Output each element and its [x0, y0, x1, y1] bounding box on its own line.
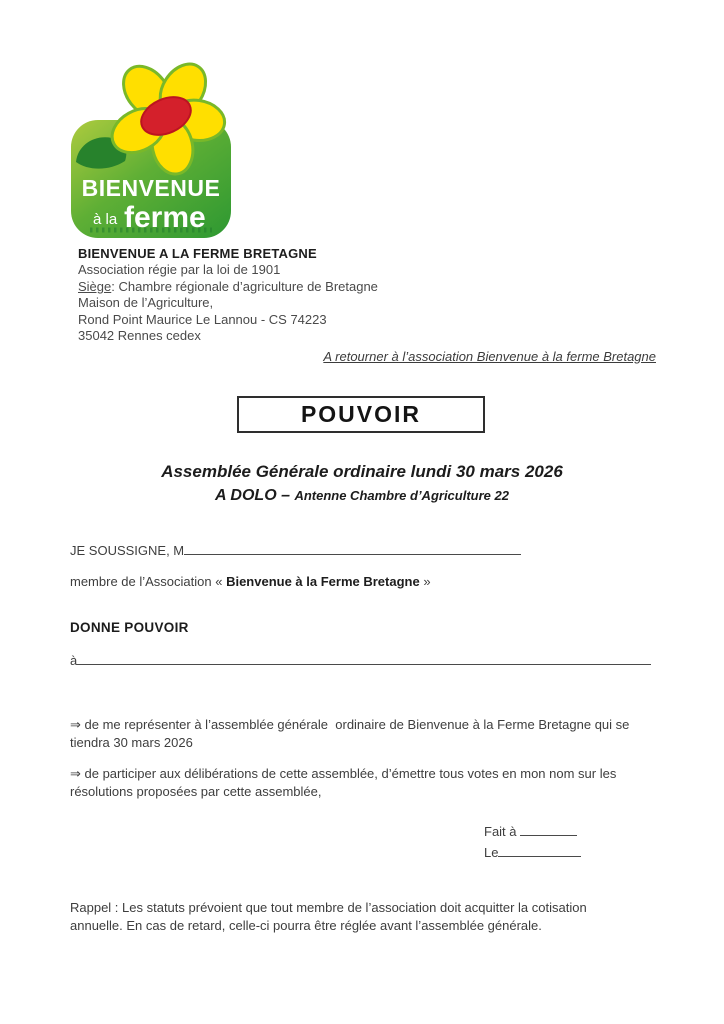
return-instruction: A retourner à l’association Bienvenue à la ferme Bretagne	[323, 349, 656, 364]
proxy-name-blank-field	[77, 651, 651, 665]
member-name-blank-field	[184, 541, 521, 555]
org-association-line: Association régie par la loi de 1901	[78, 262, 281, 278]
bullet-participate	[70, 765, 672, 800]
soussigne-line	[70, 541, 521, 558]
bullet-participate-line2: résolutions proposées par cette assemblée,	[70, 783, 322, 799]
org-siege-line	[78, 279, 378, 295]
logo-wordmark-line2-big: ferme	[124, 201, 206, 234]
org-address-line3: 35042 Rennes cedex	[78, 328, 201, 344]
donne-pouvoir-heading: DONNE POUVOIR	[70, 620, 189, 635]
bienvenue-a-la-ferme-logo	[62, 58, 238, 248]
meeting-location-main: A DOLO –	[215, 487, 295, 504]
title-box	[237, 396, 485, 433]
org-address-block	[78, 246, 378, 344]
org-address-line2: Rond Point Maurice Le Lannou - CS 74223	[78, 311, 327, 327]
meeting-location	[0, 487, 724, 505]
membre-line	[70, 574, 431, 589]
meeting-title: Assemblée Générale ordinaire lundi 30 mars 2026	[161, 462, 563, 481]
le-label: Le	[484, 845, 499, 860]
date-blank-field	[498, 843, 581, 857]
bullet-participate-line1: ⇒ de participer aux délibérations de cette assemblée, d’émettre tous votes en mon nom sur les	[70, 766, 617, 781]
logo-wordmark-line2-small: à la	[93, 211, 118, 228]
bullet-represent-line2: tiendra 30 mars 2026	[70, 734, 193, 750]
siege-label: Siège	[78, 278, 112, 294]
proxy-name-line	[70, 651, 651, 668]
membre-prefix: membre de l’Association «	[70, 574, 227, 589]
document-title: POUVOIR	[300, 401, 422, 427]
signature-block	[484, 821, 581, 863]
membre-suffix: »	[419, 574, 431, 589]
org-name: BIENVENUE A LA FERME BRETAGNE	[78, 246, 317, 261]
footer-reminder	[70, 899, 678, 934]
fait-a-line	[484, 821, 581, 842]
bullet-represent-line1: ⇒ de me représenter à l’assemblée générale ordinaire de Bienvenue à la Ferme Bretagne qui se	[70, 717, 630, 732]
bullet-represent	[70, 716, 672, 751]
footer-reminder-line2: annuelle. En cas de retard, celle-ci pourra être réglée avant l’assemblée générale.	[70, 917, 542, 933]
soussigne-label: JE SOUSSIGNE, M	[70, 543, 185, 558]
fait-a-label: Fait à	[484, 824, 521, 839]
footer-reminder-line1: Rappel : Les statuts prévoient que tout membre de l’association doit acquitter la cotisation	[70, 900, 587, 915]
siege-value: : Chambre régionale d’agriculture de Bretagne	[111, 278, 378, 294]
place-blank-field	[520, 822, 577, 836]
logo-wordmark-line1: BIENVENUE	[81, 175, 221, 201]
le-line	[484, 842, 581, 863]
a-label: à	[70, 653, 78, 668]
meeting-location-sub: Antenne Chambre d’Agriculture 22	[294, 488, 509, 503]
org-address-line1: Maison de l’Agriculture,	[78, 295, 214, 311]
association-name: Bienvenue à la Ferme Bretagne	[226, 574, 420, 589]
